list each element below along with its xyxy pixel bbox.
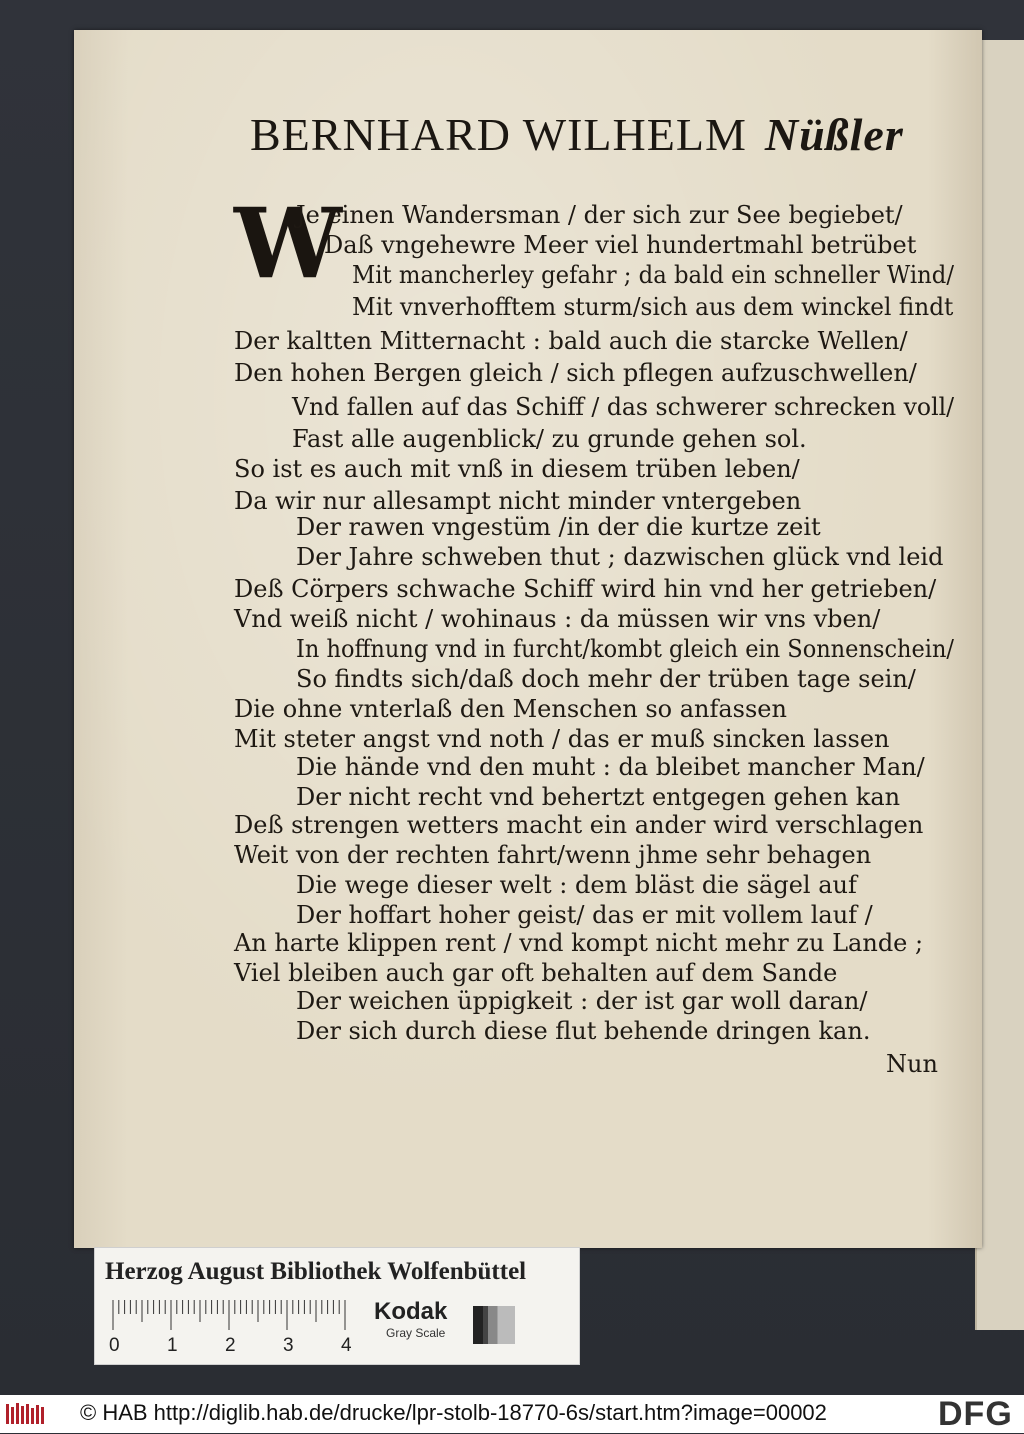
poem-line-23: Die wege dieser welt : dem bläst die sägel auf [296,871,857,899]
catchword: Nun [886,1050,938,1078]
poem-line-27: Der weichen üppigkeit : der ist gar woll daran/ [296,987,868,1015]
poem-line-14: Vnd weiß nicht / wohinaus : da müssen wir vns vben/ [234,605,881,633]
poem-line-7: Vnd fallen auf das Schiff / das schwerer schrecken voll/ [292,393,955,421]
poem-line-22: Weit von der rechten fahrt/wenn jhme sehr behagen [234,841,872,869]
poem-line-17: Die ohne vnterlaß den Menschen so anfassen [234,695,787,723]
heading-surname: Nüßler [764,109,904,160]
poem-line-10: Da wir nur allesampt nicht minder vntergeben [234,487,802,515]
dfg-logo: DFG [938,1395,1013,1433]
copyright-url: © HAB http://diglib.hab.de/drucke/lpr-stolb-18770-6s/start.htm?image=00002 [80,1400,827,1425]
poem-line-9: So ist es auch mit vnß in diesem trüben leben/ [234,455,800,483]
hab-logo-icon [4,1401,46,1427]
adjacent-page-edge [975,40,1024,1330]
poem-line-4: Mit vnverhofftem sturm/sich aus dem winckel findt [352,293,954,321]
poem-line-6: Den hohen Bergen gleich / sich pflegen aufzuschwellen/ [234,359,917,387]
scale-number-3: 3 [283,1335,294,1356]
poem-line-13: Deß Cörpers schwache Schiff wird hin vnd her getrieben/ [234,575,937,603]
poem-line-21: Deß strengen wetters macht ein ander wird verschlagen [234,811,924,839]
poem-line-20: Der nicht recht vnd behertzt entgegen gehen kan [296,783,901,811]
scale-ruler [109,1298,359,1358]
book-page [74,30,982,1248]
gray-scale-label: Gray Scale [386,1326,446,1340]
poem-line-24: Der hoffart hoher geist/ das er mit vollem lauf / [296,901,873,929]
scale-number-2: 2 [225,1335,236,1356]
ruler-ticks [109,1298,359,1338]
scale-number-1: 1 [167,1335,178,1356]
gray-scale-chip [473,1306,515,1344]
poem-line-25: An harte klippen rent / vnd kompt nicht mehr zu Lande ; [234,929,924,957]
poem-line-26: Viel bleiben auch gar oft behalten auf dem Sande [234,959,838,987]
poem-line-15: In hoffnung vnd in furcht/kombt gleich ein Sonnenschein/ [296,635,955,663]
heading-name: BERNHARD WILHELM [250,109,747,160]
poem-line-3: Mit mancherley gefahr ; da bald ein schneller Wind/ [352,261,954,289]
poem-line-28: Der sich durch diese flut behende dringen kan. [296,1017,871,1045]
scale-number-0: 0 [109,1335,120,1356]
library-name: Herzog August Bibliothek Wolfenbüttel [105,1258,527,1285]
poem-line-2: Daß vngehewre Meer viel hundertmahl betrübet [324,231,917,259]
poem-line-1: Je einen Wandersman / der sich zur See begiebet/ [296,201,903,229]
poem-line-16: So findts sich/daß doch mehr der trüben tage sein/ [296,665,916,693]
poem-line-8: Fast alle augenblick/ zu grunde gehen sol. [292,425,807,453]
poem-line-11: Der rawen vngestüm /in der die kurtze zeit [296,513,821,541]
page-heading [250,108,950,161]
poem-line-18: Mit steter angst vnd noth / das er muß sincken lassen [234,725,890,753]
viewer-footer [0,1395,1024,1433]
library-color-card [94,1247,580,1365]
scale-number-4: 4 [341,1335,352,1356]
kodak-brand: Kodak [374,1298,448,1325]
drop-capital: W [234,187,342,300]
poem-line-5: Der kaltten Mitternacht : bald auch die starcke Wellen/ [234,327,908,355]
poem-line-19: Die hände vnd den muht : da bleibet mancher Man/ [296,753,925,781]
poem-line-12: Der Jahre schweben thut ; dazwischen glück vnd leid [296,543,944,571]
